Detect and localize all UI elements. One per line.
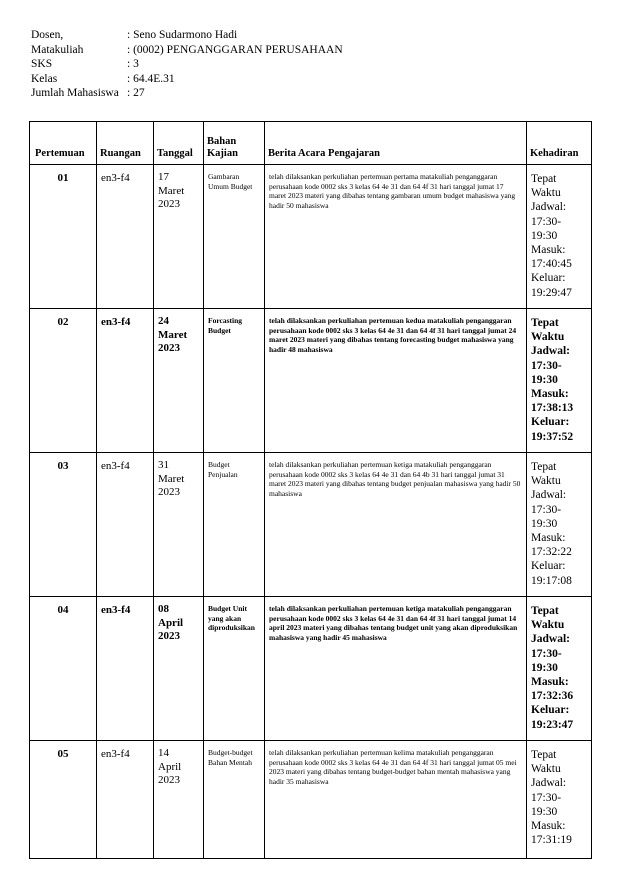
table-row bbox=[30, 453, 592, 597]
info-value: : Seno Sudarmono Hadi bbox=[127, 29, 238, 41]
course-info bbox=[31, 28, 343, 101]
kehadiran-line: 17:31:19 bbox=[531, 834, 572, 847]
cell-bahan-kajian: Gambaran Umum Budget bbox=[204, 165, 265, 309]
cell-pertemuan: 01 bbox=[30, 165, 97, 309]
kehadiran-line: Keluar: bbox=[531, 704, 570, 717]
table-row bbox=[30, 309, 592, 453]
info-label: Jumlah Mahasiswa bbox=[31, 87, 119, 99]
cell-kehadiran bbox=[527, 597, 592, 741]
kehadiran-line: 17:40:45 bbox=[531, 258, 572, 271]
kehadiran-line: 17:30- bbox=[531, 791, 562, 804]
tanggal-day: 24 bbox=[158, 315, 169, 327]
kehadiran-line: 19:23:47 bbox=[531, 718, 574, 731]
tanggal-month: Maret bbox=[158, 184, 185, 197]
tanggal-day: 14 bbox=[158, 747, 169, 759]
cell-pertemuan: 03 bbox=[30, 453, 97, 597]
cell-tanggal bbox=[154, 741, 204, 859]
cell-kehadiran bbox=[527, 741, 592, 859]
cell-ruangan: en3-f4 bbox=[97, 597, 154, 741]
header-berita-acara: Berita Acara Pengajaran bbox=[265, 122, 527, 165]
kehadiran-line: 19:30 bbox=[531, 661, 558, 674]
kehadiran-line: Tepat bbox=[531, 173, 557, 185]
kehadiran-line: 19:30 bbox=[531, 373, 558, 386]
kehadiran-line: Jadwal: bbox=[531, 201, 567, 214]
kehadiran-line: Keluar: bbox=[531, 560, 566, 573]
table-row bbox=[30, 165, 592, 309]
kehadiran-line: 19:37:52 bbox=[531, 430, 574, 443]
header-bahan-line1: Bahan bbox=[207, 136, 237, 147]
tanggal-day: 17 bbox=[158, 171, 169, 183]
kehadiran-line: 17:30- bbox=[531, 215, 562, 228]
kehadiran-line: Tepat bbox=[531, 749, 557, 761]
info-label: SKS bbox=[31, 58, 53, 70]
info-value: : 64.4E.31 bbox=[127, 72, 175, 85]
header-kehadiran: Kehadiran bbox=[527, 122, 592, 165]
kehadiran-line: 17:32:36 bbox=[531, 690, 574, 703]
cell-bahan-kajian: Forcasting Budget bbox=[204, 309, 265, 453]
cell-tanggal bbox=[154, 453, 204, 597]
kehadiran-line: Waktu bbox=[531, 331, 565, 344]
kehadiran-line: 19:17:08 bbox=[531, 574, 572, 587]
table-row bbox=[30, 597, 592, 741]
kehadiran-line: 17:30- bbox=[531, 647, 562, 660]
kehadiran-line: 17:30- bbox=[531, 503, 562, 516]
tanggal-month: Maret bbox=[158, 472, 185, 485]
berita-acara-table bbox=[29, 121, 592, 859]
tanggal-year: 2023 bbox=[158, 342, 180, 354]
cell-ruangan: en3-f4 bbox=[97, 165, 154, 309]
info-kelas bbox=[31, 72, 343, 87]
kehadiran-line: Waktu bbox=[531, 619, 565, 632]
cell-tanggal bbox=[154, 309, 204, 453]
cell-tanggal bbox=[154, 597, 204, 741]
info-value: : (0002) PENGANGGARAN PERUSAHAAN bbox=[127, 43, 343, 56]
cell-kehadiran bbox=[527, 453, 592, 597]
table-header-row bbox=[30, 122, 592, 165]
header-bahan-kajian bbox=[204, 122, 265, 165]
info-dosen bbox=[31, 28, 343, 43]
cell-berita-acara: telah dilaksankan perkuliahan pertemuan ketiga matakuliah penganggaran perusahaan kode 0002 sks 3 kelas 64 4e 31 dan 64 4b 31 hari tanggal jumat 31 maret 2023 materi yang dibahas tentang budget penjualan mahasiswa yang hadir 50 mahasiswa bbox=[265, 453, 527, 597]
cell-pertemuan: 05 bbox=[30, 741, 97, 859]
kehadiran-line: Jadwal: bbox=[531, 489, 567, 502]
kehadiran-line: Waktu bbox=[531, 763, 561, 776]
tanggal-year: 2023 bbox=[158, 774, 180, 786]
kehadiran-line: Jadwal: bbox=[531, 633, 570, 646]
cell-berita-acara: telah dilaksankan perkuliahan pertemuan kedua matakuliah penganggaran perusahaan kode 0002 sks 3 kelas 64 4e 31 dan 64 4f 31 hari tanggal jumat 24 maret 2023 materi yang dibahas tentang forecasting budget mahasiswa yang hadir 48 mahasiswa bbox=[265, 309, 527, 453]
cell-bahan-kajian: Budget Penjualan bbox=[204, 453, 265, 597]
tanggal-day: 08 bbox=[158, 603, 169, 615]
tanggal-year: 2023 bbox=[158, 630, 180, 642]
kehadiran-line: Masuk: bbox=[531, 820, 566, 833]
table-row bbox=[30, 741, 592, 859]
cell-bahan-kajian: Budget Unit yang akan diproduksikan bbox=[204, 597, 265, 741]
info-jumlah-mahasiswa bbox=[31, 86, 343, 101]
kehadiran-line: Tepat bbox=[531, 461, 557, 473]
kehadiran-line: Tepat bbox=[531, 605, 559, 617]
kehadiran-line: 19:30 bbox=[531, 517, 558, 530]
info-matakuliah bbox=[31, 43, 343, 58]
cell-pertemuan: 02 bbox=[30, 309, 97, 453]
kehadiran-line: Waktu bbox=[531, 475, 561, 488]
kehadiran-line: Keluar: bbox=[531, 272, 566, 285]
cell-berita-acara: telah dilaksankan perkuliahan pertemuan ketiga matakuliah penganggaran perusahaan kode 0002 sks 3 kelas 64 4e 31 dan 64 4f 31 hari tanggal jumat 14 april 2023 materi yang dibahas tentang budget unit yang akan diproduksikan mahasiswa yang hadir 45 mahasiswa bbox=[265, 597, 527, 741]
cell-bahan-kajian: Budget-budget Bahan Mentah bbox=[204, 741, 265, 859]
cell-pertemuan: 04 bbox=[30, 597, 97, 741]
kehadiran-line: Masuk: bbox=[531, 244, 566, 257]
kehadiran-line: 17:30- bbox=[531, 359, 562, 372]
kehadiran-line: Masuk: bbox=[531, 532, 566, 545]
kehadiran-line: 17:38:13 bbox=[531, 402, 574, 415]
kehadiran-line: Jadwal: bbox=[531, 777, 567, 790]
tanggal-day: 31 bbox=[158, 459, 169, 471]
info-label: Matakuliah bbox=[31, 43, 84, 56]
kehadiran-line: 19:29:47 bbox=[531, 286, 572, 299]
info-value: : 27 bbox=[127, 87, 145, 99]
header-pertemuan: Pertemuan bbox=[30, 122, 97, 165]
cell-ruangan: en3-f4 bbox=[97, 453, 154, 597]
tanggal-year: 2023 bbox=[158, 198, 180, 210]
tanggal-month: Maret bbox=[158, 328, 188, 341]
kehadiran-line: Masuk: bbox=[531, 676, 569, 689]
cell-kehadiran bbox=[527, 309, 592, 453]
kehadiran-line: 19:30 bbox=[531, 229, 558, 242]
header-bahan-line2: Kajian bbox=[207, 148, 238, 159]
info-label: Kelas bbox=[31, 72, 58, 85]
cell-kehadiran bbox=[527, 165, 592, 309]
kehadiran-line: Keluar: bbox=[531, 416, 570, 429]
cell-ruangan: en3-f4 bbox=[97, 309, 154, 453]
info-sks bbox=[31, 57, 343, 72]
kehadiran-line: Tepat bbox=[531, 317, 559, 329]
kehadiran-line: Jadwal: bbox=[531, 345, 570, 358]
kehadiran-line: Waktu bbox=[531, 187, 561, 200]
header-tanggal: Tanggal bbox=[154, 122, 204, 165]
kehadiran-line: 17:32:22 bbox=[531, 546, 572, 559]
info-value: : 3 bbox=[127, 58, 139, 70]
tanggal-month: April bbox=[158, 616, 184, 629]
cell-berita-acara: telah dilaksankan perkuliahan pertemuan kelima matakuliah penganggaran perusahaan kode 0002 sks 3 kelas 64 4e 31 dan 64 4f 31 hari tanggal jumat 05 mei 2023 materi yang dibahas tentang budget-budget bahan mentah mahasiswa yang hadir 35 mahasiswa bbox=[265, 741, 527, 859]
tanggal-month: April bbox=[158, 760, 182, 773]
cell-tanggal bbox=[154, 165, 204, 309]
kehadiran-line: Masuk: bbox=[531, 388, 569, 401]
kehadiran-line: 19:30 bbox=[531, 805, 558, 818]
tanggal-year: 2023 bbox=[158, 486, 180, 498]
cell-berita-acara: telah dilaksankan perkuliahan pertemuan pertama matakuliah penganggaran perusahaan kode 0002 sks 3 kelas 64 4e 31 dan 64 4f 31 hari tanggal jumat 17 maret 2023 materi yang dibahas tentang gambaran umum budget mahasiswa yang hadir 50 mahasiswa bbox=[265, 165, 527, 309]
cell-ruangan: en3-f4 bbox=[97, 741, 154, 859]
info-label: Dosen, bbox=[31, 29, 64, 41]
header-ruangan: Ruangan bbox=[97, 122, 154, 165]
